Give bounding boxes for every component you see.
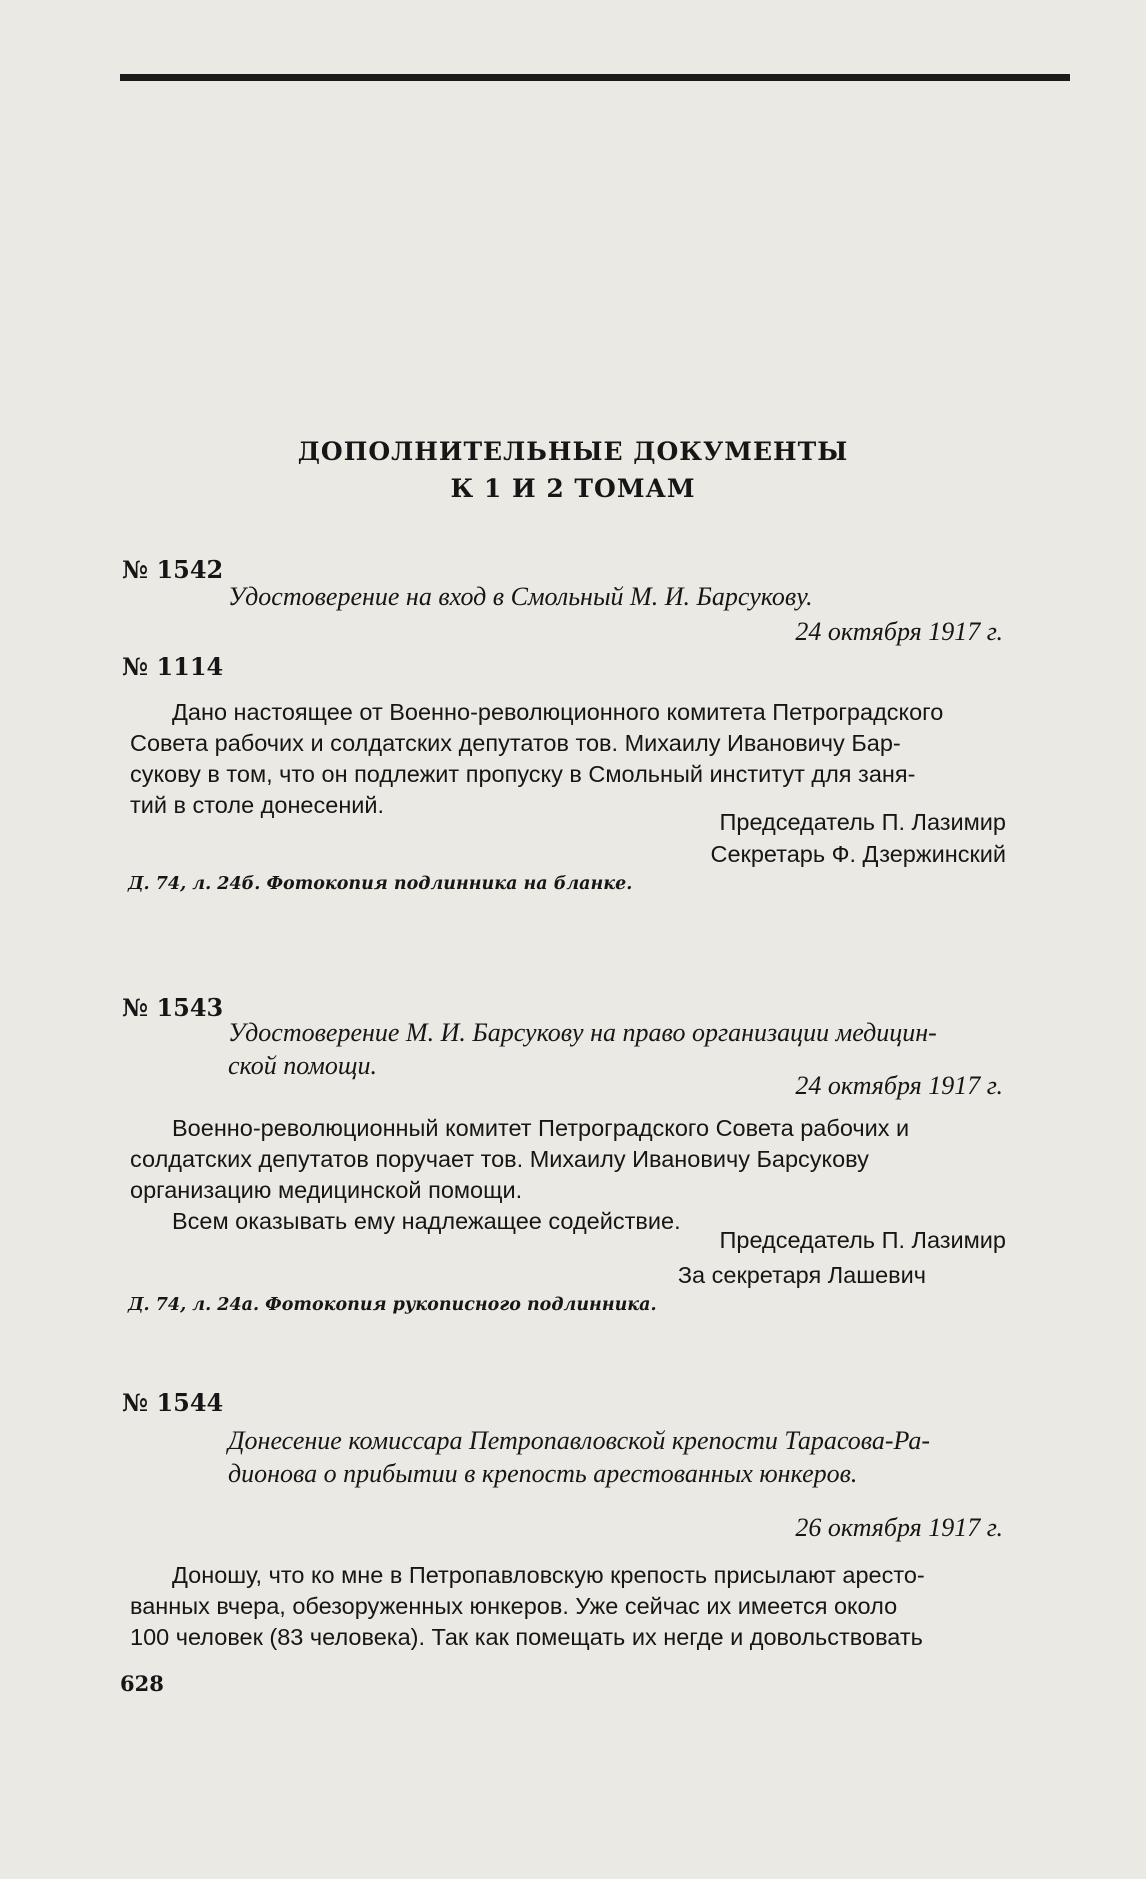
document-date-1544: 26 октября 1917 г. bbox=[795, 1513, 1003, 1542]
body-line: сукову в том, что он подлежит пропуску в Смольный институт для заня- bbox=[130, 761, 916, 787]
title-line: ской помощи. bbox=[228, 1051, 377, 1080]
signature-secretary-1542: Секретарь Ф. Дзержинский bbox=[710, 841, 1006, 867]
section-heading-line1: ДОПОЛНИТЕЛЬНЫЕ ДОКУМЕНТЫ bbox=[297, 437, 849, 466]
source-note-1542: Д. 74, л. 24б. Фотокопия подлинника на бланке. bbox=[128, 874, 633, 894]
source-note-1543: Д. 74, л. 24а. Фотокопия рукописного подлинника. bbox=[128, 1295, 657, 1315]
document-number-1542: № 1542 bbox=[122, 555, 224, 584]
document-body-1543 bbox=[130, 1113, 1080, 1237]
signature-chairman-1542: Председатель П. Лазимир bbox=[719, 809, 1006, 835]
body-line: Всем оказывать ему надлежащее содействие. bbox=[172, 1208, 681, 1234]
signature-chairman-1543: Председатель П. Лазимир bbox=[719, 1227, 1006, 1253]
body-line: организацию медицинской помощи. bbox=[130, 1177, 523, 1203]
body-line: ванных вчера, обезоруженных юнкеров. Уже сейчас их имеется около bbox=[130, 1593, 898, 1619]
body-line: 100 человек (83 человека). Так как помещать их негде и довольствовать bbox=[130, 1624, 923, 1650]
body-line: Совета рабочих и солдатских депутатов тов. Михаилу Ивановичу Бар- bbox=[130, 730, 901, 756]
title-line: Удостоверение М. И. Барсукову на право организации медицин- bbox=[228, 1018, 937, 1047]
body-line: солдатских депутатов поручает тов. Михаилу Ивановичу Барсукову bbox=[130, 1146, 869, 1172]
document-title-1544 bbox=[228, 1424, 1078, 1490]
section-heading-line2: К 1 И 2 ТОМАМ bbox=[450, 474, 696, 503]
page-number: 628 bbox=[120, 1671, 164, 1696]
signature-secretary-1543: За секретаря Лашевич bbox=[677, 1262, 926, 1288]
body-line: тий в столе донесений. bbox=[130, 792, 385, 818]
document-body-1542 bbox=[130, 697, 1080, 821]
document-subnumber-1114: № 1114 bbox=[122, 652, 224, 681]
document-body-1544 bbox=[130, 1560, 1080, 1653]
document-number-1544: № 1544 bbox=[122, 1388, 224, 1417]
body-line: Военно-революционный комитет Петроградского Совета рабочих и bbox=[172, 1115, 910, 1141]
document-number-1543: № 1543 bbox=[122, 993, 224, 1022]
body-line: Дано настоящее от Военно-революционного комитета Петроградского bbox=[172, 699, 944, 725]
top-rule bbox=[120, 74, 1070, 81]
title-line: дионова о прибытии в крепость арестованных юнкеров. bbox=[228, 1459, 858, 1488]
body-line: Доношу, что ко мне в Петропавловскую крепость присылают аресто- bbox=[172, 1562, 925, 1588]
document-title-1542: Удостоверение на вход в Смольный М. И. Барсукову. bbox=[228, 582, 813, 611]
document-date-1543: 24 октября 1917 г. bbox=[795, 1071, 1003, 1100]
title-line: Донесение комиссара Петропавловской крепости Тарасова-Ра- bbox=[228, 1426, 931, 1455]
document-date-1542: 24 октября 1917 г. bbox=[795, 617, 1003, 646]
